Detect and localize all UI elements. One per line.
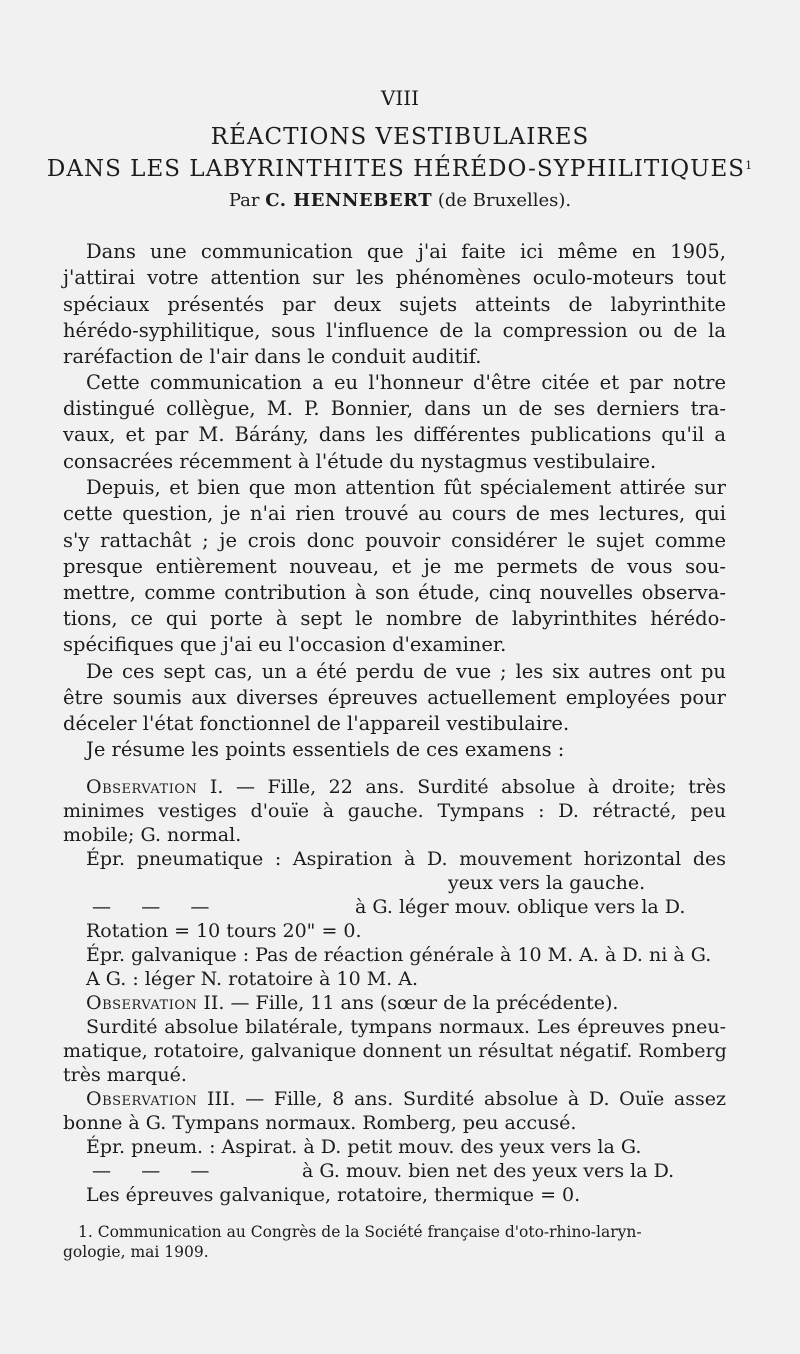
observation-text: III. — Fille, 8 ans. Surdité absolue à D. Ouïe assez <box>207 1088 726 1110</box>
observation-line: minimes vestiges d'ouïe à gauche. Tympans : D. rétracté, peu <box>63 800 726 822</box>
author-affiliation: (de Bruxelles). <box>437 190 572 211</box>
body-line: tions, ce qui porte à sept le nombre de labyrinthites hérédo- <box>63 607 726 630</box>
observation-line: Les épreuves galvanique, rotatoire, thermique = 0. <box>86 1184 581 1206</box>
title-text: DANS LES LABYRINTHITES HÉRÉDO-SYPHILITIQUES <box>46 156 746 182</box>
body-line: Je résume les points essentiels de ces examens : <box>86 738 565 761</box>
body-line: De ces sept cas, un a été perdu de vue ; les six autres ont pu <box>86 660 726 683</box>
observation-line: yeux vers la gauche. <box>448 872 646 894</box>
observation-text: I. — Fille, 22 ans. Surdité absolue à droite; très <box>209 776 726 798</box>
body-line: hérédo-syphilitique, sous l'influence de la compression ou de la <box>63 319 726 342</box>
observation-line: bonne à G. Tympans normaux. Romberg, peu accusé. <box>63 1112 577 1134</box>
byline-prefix: Par <box>228 190 260 211</box>
body-line: presque entièrement nouveau, et je me permets de vous sou- <box>63 555 726 578</box>
observation-1-heading <box>86 774 726 800</box>
body-line: distingué collègue, M. P. Bonnier, dans un de ses derniers tra- <box>63 397 726 420</box>
observation-3-heading <box>86 1086 726 1112</box>
body-line: s'y rattachât ; je crois donc pouvoir considérer le sujet comme <box>63 529 726 552</box>
body-line: j'attirai votre attention sur les phénomènes oculo-moteurs tout <box>63 266 726 289</box>
observation-text: II. — Fille, 11 ans (sœur de la précédente). <box>203 992 619 1014</box>
body-line: vaux, et par M. Bárány, dans les différentes publications qu'il a <box>63 423 726 446</box>
ditto-dashes: — — — <box>92 1160 210 1182</box>
body-line: raréfaction de l'air dans le conduit auditif. <box>63 345 482 368</box>
author-name: C. HENNEBERT <box>265 190 433 211</box>
body-line: cette question, je n'ai rien trouvé au cours de mes lectures, qui <box>63 502 726 525</box>
observation-line: à G. léger mouv. oblique vers la D. <box>355 896 686 918</box>
observation-line: très marqué. <box>63 1064 187 1086</box>
article-title-line-2 <box>0 156 800 182</box>
body-line: consacrées récemment à l'étude du nystagmus vestibulaire. <box>63 450 657 473</box>
body-line: Dans une communication que j'ai faite ici même en 1905, <box>86 240 726 263</box>
observation-label: Observation <box>86 1088 198 1110</box>
chapter-number: VIII <box>380 86 420 110</box>
ditto-dashes: — — — <box>92 896 210 918</box>
footnote-line: gologie, mai 1909. <box>63 1243 209 1261</box>
body-line: Cette communication a eu l'honneur d'être citée et par notre <box>86 371 726 394</box>
observation-label: Observation <box>86 992 198 1014</box>
body-line: Depuis, et bien que mon attention fût spécialement attirée sur <box>86 476 726 499</box>
footnote-marker: 1 <box>745 159 754 172</box>
byline <box>0 190 800 211</box>
observation-2-heading <box>86 990 726 1016</box>
body-line: être soumis aux diverses épreuves actuellement employées pour <box>63 686 726 709</box>
observation-line: Surdité absolue bilatérale, tympans normaux. Les épreuves pneu- <box>86 1016 726 1038</box>
footnote-line: 1. Communication au Congrès de la Société française d'oto-rhino-laryn- <box>78 1223 642 1241</box>
body-line: mettre, comme contribution à son étude, cinq nouvelles observa- <box>63 581 726 604</box>
article-title-line-1: RÉACTIONS VESTIBULAIRES <box>210 124 590 150</box>
observation-line: matique, rotatoire, galvanique donnent un résultat négatif. Romberg <box>63 1040 727 1062</box>
observation-line: mobile; G. normal. <box>63 824 242 846</box>
observation-line: Épr. pneumatique : Aspiration à D. mouvement horizontal des <box>86 848 726 870</box>
body-line: déceler l'état fonctionnel de l'appareil vestibulaire. <box>63 712 570 735</box>
body-line: spécifiques que j'ai eu l'occasion d'examiner. <box>63 633 507 656</box>
observation-line: à G. mouv. bien net des yeux vers la D. <box>302 1160 675 1182</box>
observation-line: Épr. galvanique : Pas de réaction générale à 10 M. A. à D. ni à G. <box>86 944 712 966</box>
observation-line: A G. : léger N. rotatoire à 10 M. A. <box>86 968 418 990</box>
body-line: spéciaux présentés par deux sujets atteints de labyrinthite <box>63 293 726 316</box>
observation-line: Rotation = 10 tours 20" = 0. <box>86 920 362 942</box>
observation-label: Observation <box>86 776 198 798</box>
observation-line: Épr. pneum. : Aspirat. à D. petit mouv. des yeux vers la G. <box>86 1136 642 1158</box>
